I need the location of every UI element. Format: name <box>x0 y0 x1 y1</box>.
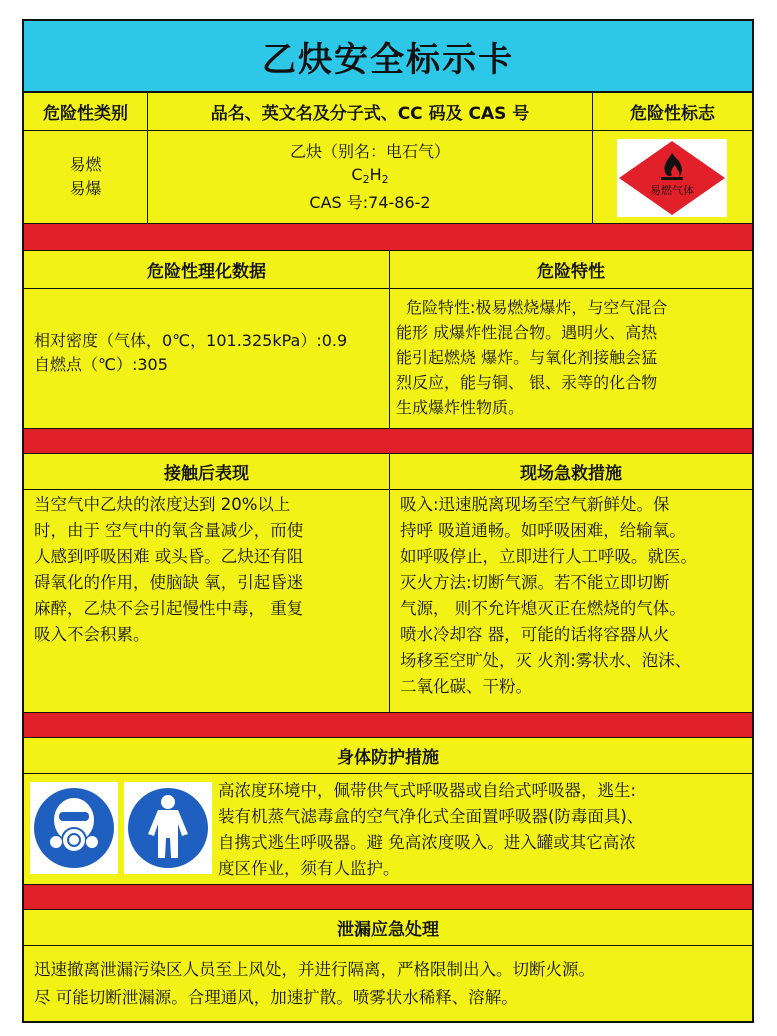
first-aid-line: 如呼吸停止，立即进行人工呼吸。就医。 <box>400 547 697 566</box>
header-body-protection: 身体防护措施 <box>24 738 752 774</box>
first-aid-line: 二氧化碳、干粉。 <box>400 677 532 696</box>
ppe-icon-box <box>124 782 212 874</box>
protection-text <box>218 778 752 882</box>
category-line-2: 易爆 <box>69 179 102 198</box>
first-aid-line: 气源， 则不允许熄灭正在燃烧的气体。 <box>400 599 686 618</box>
hazard-line: 危险特性:极易燃烧爆炸，与空气混合 <box>406 298 668 317</box>
ppe-icon-box <box>30 782 118 874</box>
symptom-line: 当空气中乙炔的浓度达到 20%以上 <box>34 495 291 514</box>
first-aid <box>390 490 752 712</box>
header-first-aid: 现场急救措施 <box>390 454 752 490</box>
symptom-line: 人感到呼吸困难 或头昏。乙炔还有阻 <box>34 547 304 566</box>
hazard-category <box>24 131 148 223</box>
hazard-sign-label: 易燃气体 <box>650 184 694 197</box>
header-leak-response: 泄漏应急处理 <box>24 910 752 946</box>
respirator-icon <box>30 782 118 874</box>
hazard-sign <box>617 139 727 217</box>
header-hazard-category: 危险性类别 <box>24 93 148 131</box>
protection-line: 高浓度环境中，佩带供气式呼吸器或自给式呼吸器，逃生: <box>218 781 637 800</box>
protection-line: 度区作业，须有人监护。 <box>218 859 400 878</box>
symptom-line: 时，由于 空气中的氧含量减少，而使 <box>34 521 304 540</box>
molecular-formula: $C_2H_2$ <box>351 165 389 186</box>
flammable-gas-icon <box>617 139 727 217</box>
body-protection <box>24 774 752 884</box>
leak-line: 迅速撤离泄漏污染区人员至上风处，并进行隔离，严格限制出入。切断火源。 <box>34 960 595 979</box>
hazard-line: 烈反应，能与铜、 银、汞等的化合物 <box>396 373 658 392</box>
cas-number: CAS 号:74-86-2 <box>309 193 431 212</box>
separator <box>24 884 752 910</box>
first-aid-line: 持呼 吸道通畅。如呼吸困难，给输氧。 <box>400 521 686 540</box>
exposure-symptoms <box>24 490 390 712</box>
header-physchem-data: 危险性理化数据 <box>24 251 390 289</box>
separator <box>24 712 752 738</box>
separator <box>24 428 752 454</box>
physchem-data <box>24 289 390 428</box>
first-aid-line: 吸入:迅速脱离现场至空气新鲜处。保 <box>400 495 670 514</box>
first-aid-line: 场移至空旷处，灭 火剂:雾状水、泡沫、 <box>400 651 692 670</box>
symptom-line: 碍氧化的作用，使脑缺 氧，引起昏迷 <box>34 573 304 592</box>
physchem-line: 自燃点（℃）:305 <box>34 355 168 374</box>
card-title: 乙炔安全标示卡 <box>24 21 752 93</box>
hazard-line: 能形 成爆炸性混合物。遇明火、高热 <box>396 323 658 342</box>
physchem-line: 相对密度（气体，0℃，101.325kPa）:0.9 <box>34 331 348 350</box>
protection-line: 自携式逃生呼吸器。避 免高浓度吸入。进入罐或其它高浓 <box>218 833 636 852</box>
symptom-line: 吸入不会积累。 <box>34 625 150 644</box>
header-hazard-properties: 危险特性 <box>390 251 752 289</box>
product-name: 乙炔（别名：电石气） <box>289 142 450 161</box>
symptom-line: 麻醉，乙炔不会引起慢性中毒， 重复 <box>34 599 304 618</box>
hazard-line: 生成爆炸性物质。 <box>396 398 525 417</box>
header-product-name: 品名、英文名及分子式、CC 码及 CAS 号 <box>148 93 593 131</box>
protection-line: 装有机蒸气滤毒盒的空气净化式全面置呼吸器(防毒面具)、 <box>218 807 644 826</box>
protective-suit-icon <box>124 782 212 874</box>
category-line-1: 易燃 <box>69 155 102 174</box>
header-hazard-sign: 危险性标志 <box>593 93 752 131</box>
separator <box>24 223 752 251</box>
leak-response <box>24 946 752 1021</box>
leak-line: 尽 可能切断泄漏源。合理通风，加速扩散。喷雾状水稀释、溶解。 <box>34 988 518 1007</box>
header-exposure-symptoms: 接触后表现 <box>24 454 390 490</box>
safety-card <box>22 19 754 1023</box>
product-info <box>148 131 593 223</box>
first-aid-line: 喷水冷却容 器，可能的话将容器从火 <box>400 625 670 644</box>
first-aid-line: 灭火方法:切断气源。若不能立即切断 <box>400 573 670 592</box>
hazard-properties <box>390 289 752 428</box>
hazard-line: 能引起燃烧 爆炸。与氧化剂接触会猛 <box>396 348 658 367</box>
